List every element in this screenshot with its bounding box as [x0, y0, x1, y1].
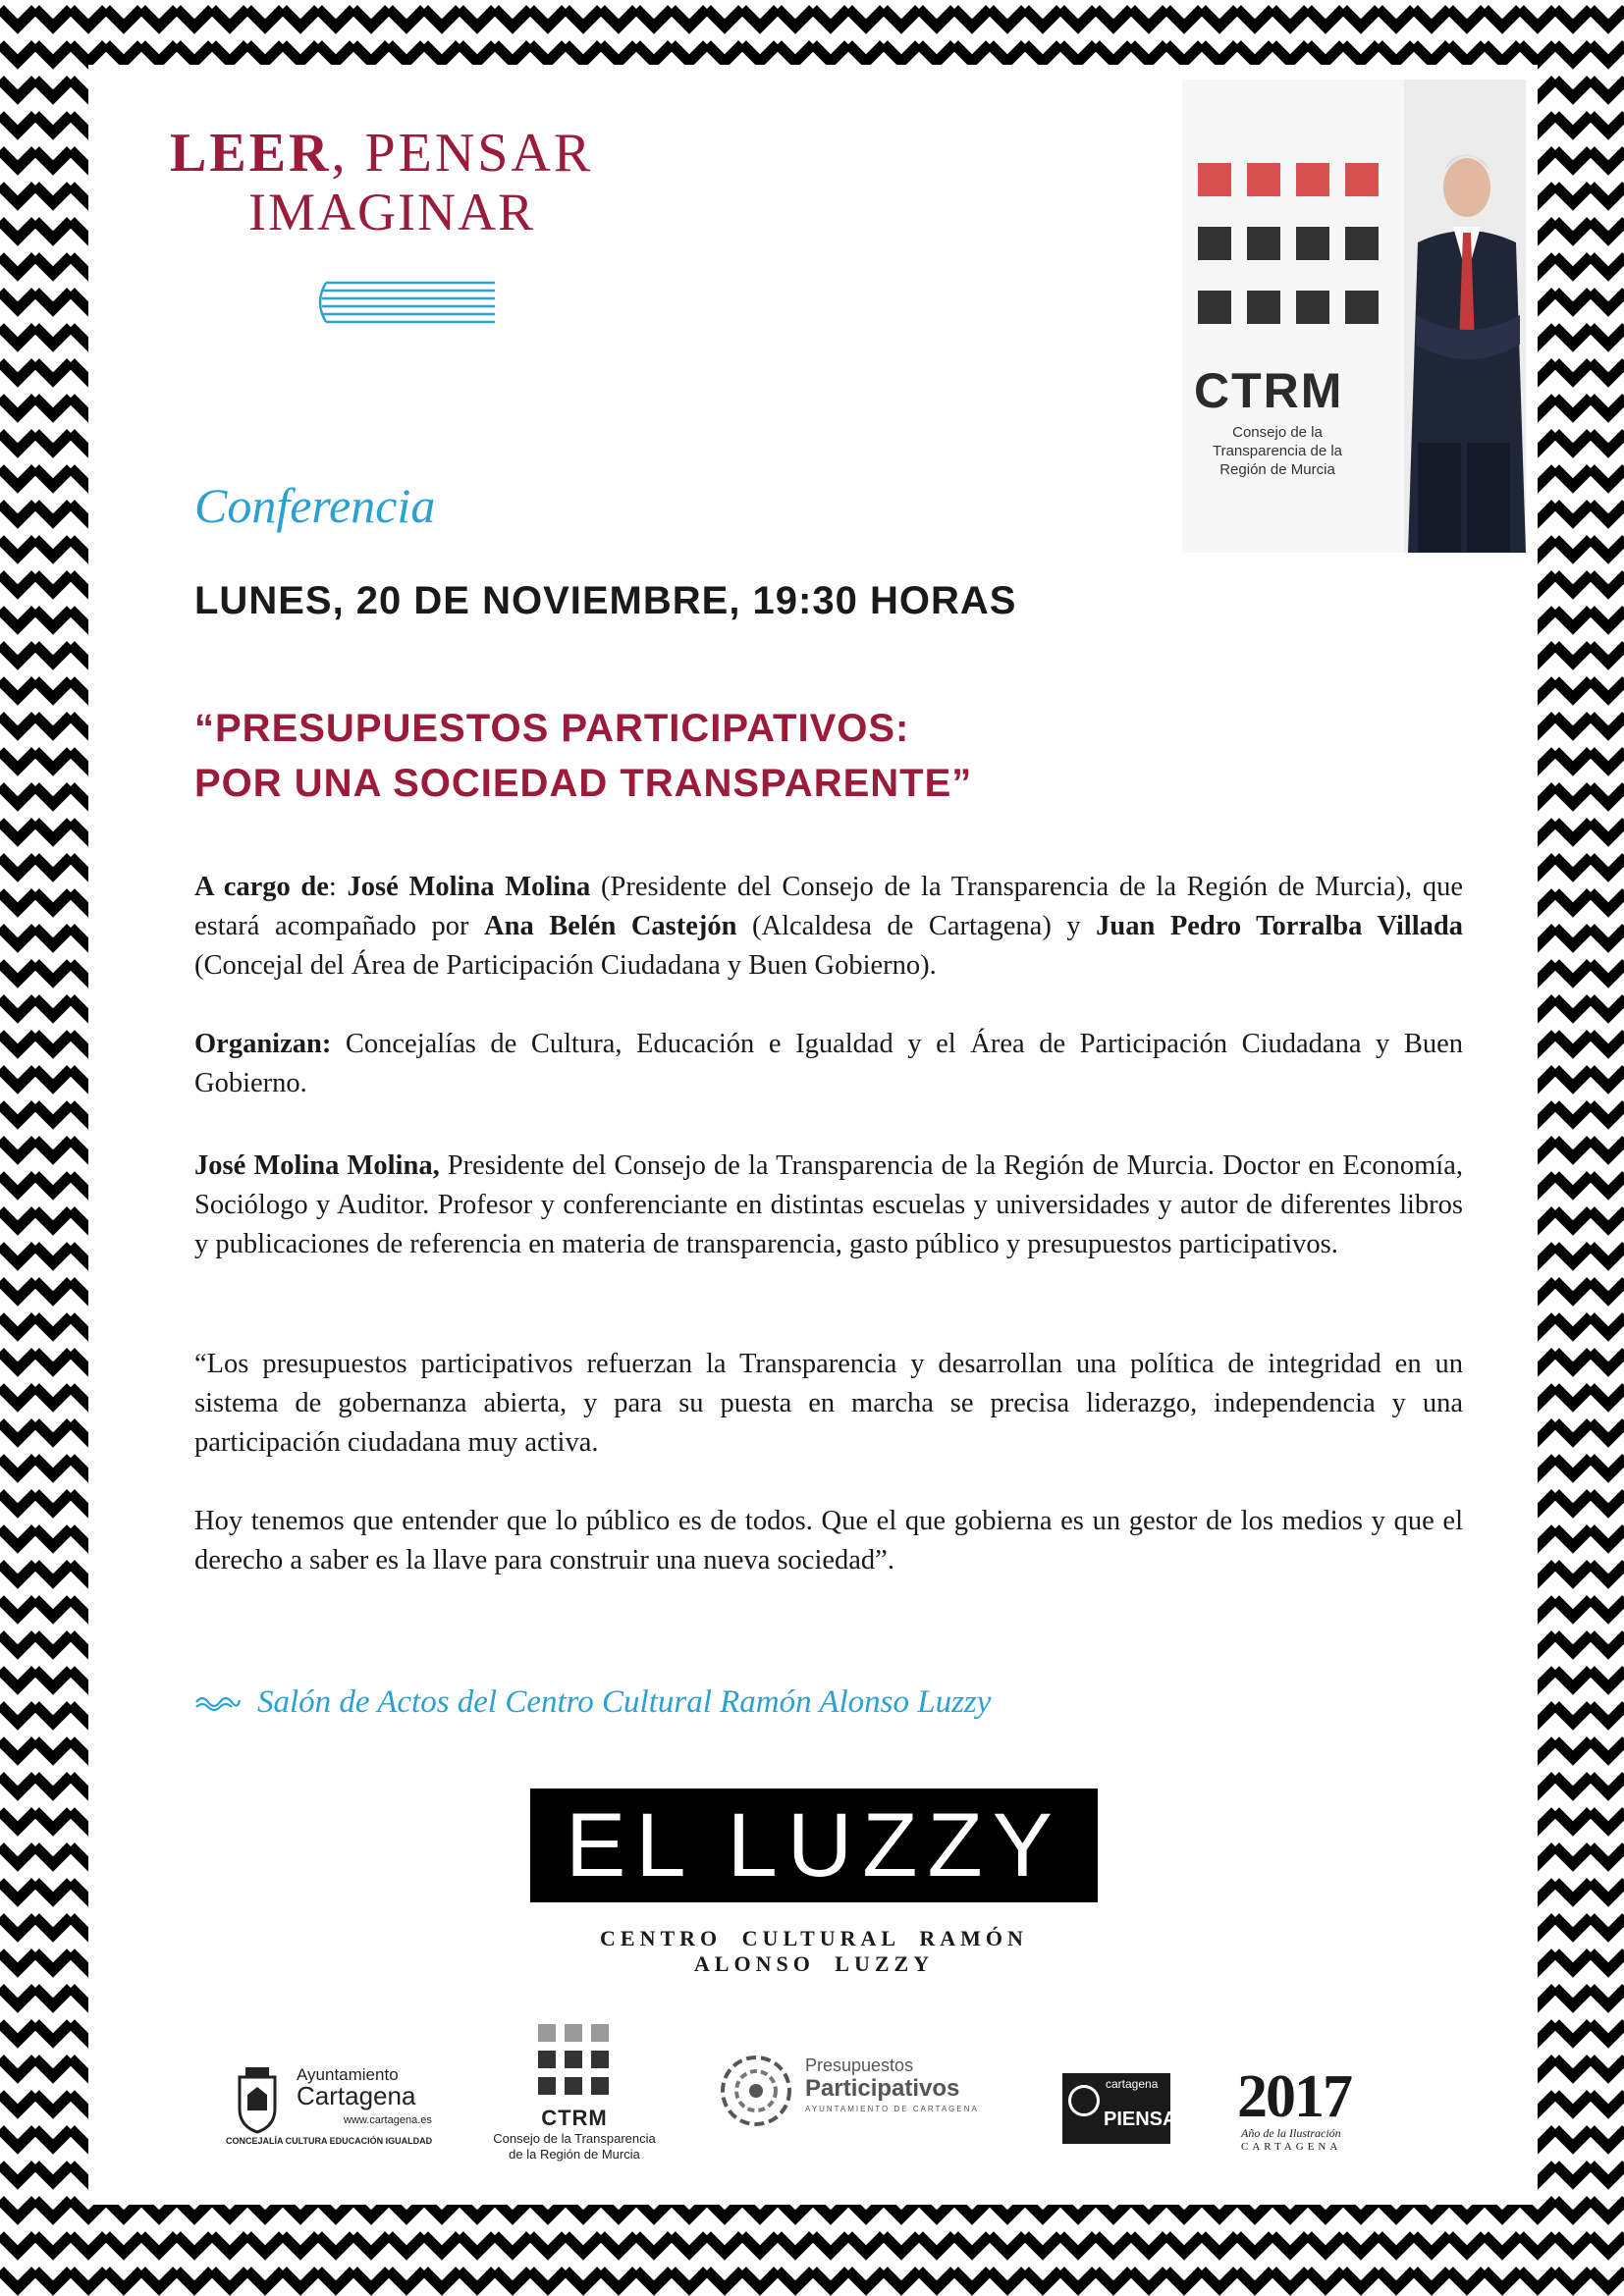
el-luzzy-logo	[530, 1789, 1098, 1902]
el-luzzy-subtitle: CENTRO CULTURAL RAMÓN ALONSO LUZZY	[600, 1926, 1028, 1976]
speakers-label: A cargo de	[194, 872, 329, 902]
poster-panel	[88, 65, 1538, 2205]
head-profile-icon	[1068, 2085, 1100, 2116]
speaker-name: José Molina Molina	[347, 872, 591, 902]
speaker-figure	[1398, 148, 1526, 553]
quote-paragraph-1: “Los presupuestos participativos refuerzan la Transparencia y desarrollan una política de integridad en un sistema de gobernanza abierta, y para su puesta en marcha se precisa liderazgo, independencia y una participación ciudadana muy activa.	[194, 1349, 1463, 1458]
brand-imaginar: IMAGINAR	[248, 183, 535, 241]
speakers-paragraph: A cargo de: José Molina Molina (Presidente del Consejo de la Transparencia de la Región de Murcia), que estará acompañado por Ana Belén Castejón (Alcaldesa de Cartagena) y Juan Pedro Torralba Villada (Concejal del Área de Participación Ciudadana y Buen Gobierno).	[194, 872, 1464, 981]
venue-text: Salón de Actos del Centro Cultural Ramón Alonso Luzzy	[257, 1684, 992, 1720]
participation-circle-icon	[717, 2052, 795, 2130]
book-icon	[312, 279, 499, 326]
ctrm-logo: CTRM Consejo de la Transparencia de la Región de Murcia	[471, 2024, 677, 2163]
speaker-bio-paragraph: José Molina Molina, Presidente del Consejo de la Transparencia de la Región de Murcia. Doctor en Economía, Sociólogo y Auditor. Profesor y conferenciante en distintas escuelas y universidades y autor de diferentes libros y publicaciones de referencia en materia de transparencia, gasto público y presupuestos participativos.	[194, 1150, 1463, 1259]
brand-heading	[170, 124, 593, 241]
organizers-label: Organizan:	[194, 1029, 332, 1059]
mayor-name: Ana Belén Castejón	[484, 911, 737, 941]
ctrm-grid-icon	[538, 2024, 611, 2097]
ctrm-banner-logo: CTRM	[1194, 363, 1344, 418]
brand-pensar: , PENSAR	[331, 123, 594, 184]
brand-leer: LEER	[170, 123, 332, 184]
cartagena-piensa-logo: cartagena PIENSA	[1062, 2073, 1170, 2144]
wave-icon	[194, 1692, 242, 1712]
speaker-photo	[1182, 80, 1526, 553]
ano-ilustracion-logo: 2017 Año de la Ilustración CARTAGENA	[1237, 2063, 1351, 2153]
event-title	[194, 701, 972, 811]
organizers-paragraph: Organizan: Concejalías de Cultura, Educación e Igualdad y el Área de Participación Ciudadana y Buen Gobierno.	[194, 1029, 1463, 1098]
event-type: Conferencia	[194, 478, 436, 533]
ctrm-banner-subtitle: Consejo de la Transparencia de la Región de Murcia	[1212, 424, 1343, 478]
event-title-line2: POR UNA SOCIEDAD TRANSPARENTE”	[194, 762, 973, 805]
bio-name: José Molina Molina,	[194, 1150, 440, 1181]
el-luzzy-logo-text: EL LUZZY	[565, 1795, 1063, 1896]
coat-of-arms-icon	[226, 2065, 289, 2134]
councillor-name: Juan Pedro Torralba Villada	[1096, 911, 1463, 941]
event-title-line1: “PRESUPUESTOS PARTICIPATIVOS:	[194, 707, 910, 750]
event-datetime: LUNES, 20 DE NOVIEMBRE, 19:30 HORAS	[194, 579, 1017, 622]
presupuestos-participativos-logo: Presupuestos Participativos AYUNTAMIENTO DE CARTAGENA	[717, 2052, 795, 2135]
quote-paragraph-2: Hoy tenemos que entender que lo público es de todos. Que el que gobierna es un gestor de los medios y que el derecho a saber es la llave para construir una nueva sociedad”.	[194, 1506, 1463, 1575]
ayuntamiento-logo: Ayuntamiento Cartagena www.cartagena.es CONCEJALÍA CULTURA EDUCACIÓN IGUALDAD	[226, 2065, 433, 2146]
venue-line	[194, 1684, 991, 1721]
